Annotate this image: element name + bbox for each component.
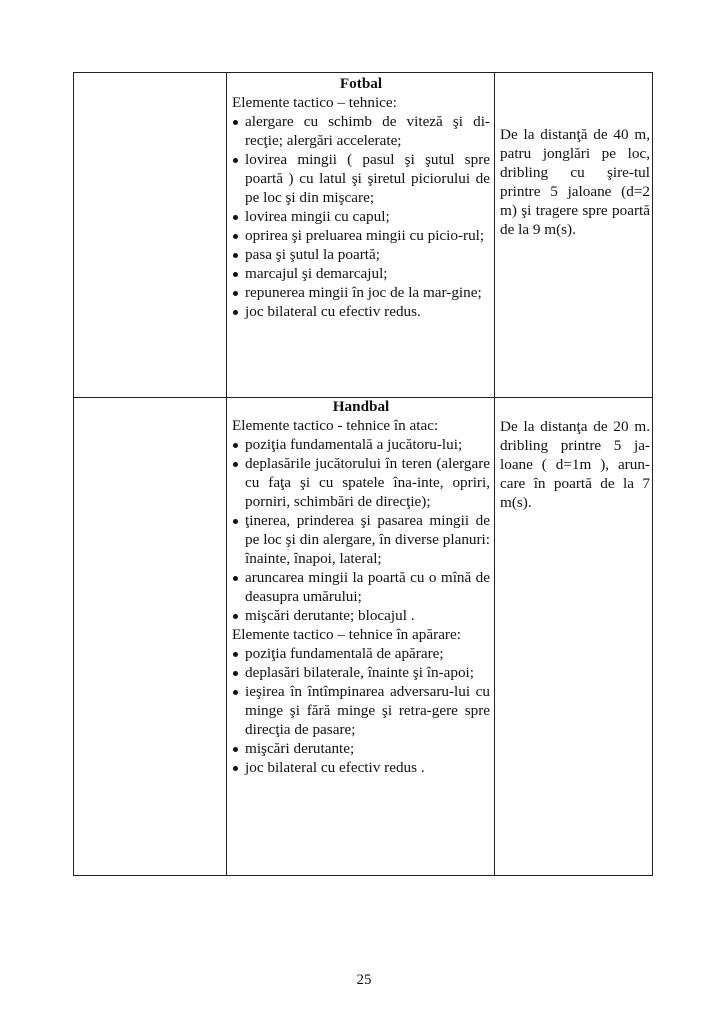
list-item: joc bilateral cu efectiv redus . <box>232 758 490 777</box>
handbal-content-cell <box>232 397 490 777</box>
block-heading: Elemente tactico – tehnice: <box>232 94 397 111</box>
content-table <box>73 72 653 876</box>
list-item: repunerea mingii în joc de la mar-gine; <box>232 283 490 302</box>
list-item: aruncarea mingii la poartă cu o mînă de deasupra umărului; <box>232 568 490 606</box>
list-item: marcajul şi demarcajul; <box>232 264 490 283</box>
list-item: poziţia fundamentală de apărare; <box>232 644 490 663</box>
element-list <box>232 644 490 777</box>
column-divider-left <box>226 73 227 875</box>
page-number: 25 <box>356 972 372 988</box>
block-heading: Elemente tactico - tehnice în atac: <box>232 417 439 434</box>
fotbal-requirement: De la distanţă de 40 m, patru jonglări pe loc, dribling cu şire-tul printre 5 jaloane (d=2 m) şi tragere spre poartă de la 9 m(s). <box>500 126 650 238</box>
list-item: deplasările jucătorului în teren (alergare cu faţa şi cu spatele îna-inte, opriri, porniri, schimbări de direcţie); <box>232 454 490 511</box>
column-divider-right <box>494 73 495 875</box>
list-item: mişcări derutante; <box>232 739 490 758</box>
element-list <box>232 435 490 625</box>
list-item: poziţia fundamentală a jucătoru-lui; <box>232 435 490 454</box>
list-item: lovirea mingii cu capul; <box>232 207 490 226</box>
element-list <box>232 112 490 321</box>
fotbal-content-cell <box>232 74 490 321</box>
list-item: lovirea mingii ( pasul şi şutul spre poartă ) cu latul şi şiretul piciorului de pe loc şi din mişcare; <box>232 150 490 207</box>
handbal-requirement: De la distanţa de 20 m. dribling printre 5 ja-loane ( d=1m ), arun-care în poartă de la 7 m(s). <box>500 418 650 511</box>
list-item: joc bilateral cu efectiv redus. <box>232 302 490 321</box>
list-item: deplasări bilaterale, înainte şi în-apoi; <box>232 663 490 682</box>
list-item: mişcări derutante; blocajul . <box>232 606 490 625</box>
list-item: oprirea şi preluarea mingii cu picio-rul; <box>232 226 490 245</box>
list-item: alergare cu schimb de viteză şi di-recţie; alergări accelerate; <box>232 112 490 150</box>
block-heading: Elemente tactico – tehnice în apărare: <box>232 626 461 643</box>
list-item: ţinerea, prinderea şi pasarea mingii de pe loc şi din alergare, în diverse planuri: înainte, înapoi, lateral; <box>232 511 490 568</box>
list-item: pasa şi şutul la poartă; <box>232 245 490 264</box>
list-item: ieşirea în întîmpinarea adversaru-lui cu minge şi fără minge şi retra-gere spre direcţia de pasare; <box>232 682 490 739</box>
section-title-handbal: Handbal <box>332 398 390 415</box>
section-title-fotbal: Fotbal <box>339 75 383 92</box>
